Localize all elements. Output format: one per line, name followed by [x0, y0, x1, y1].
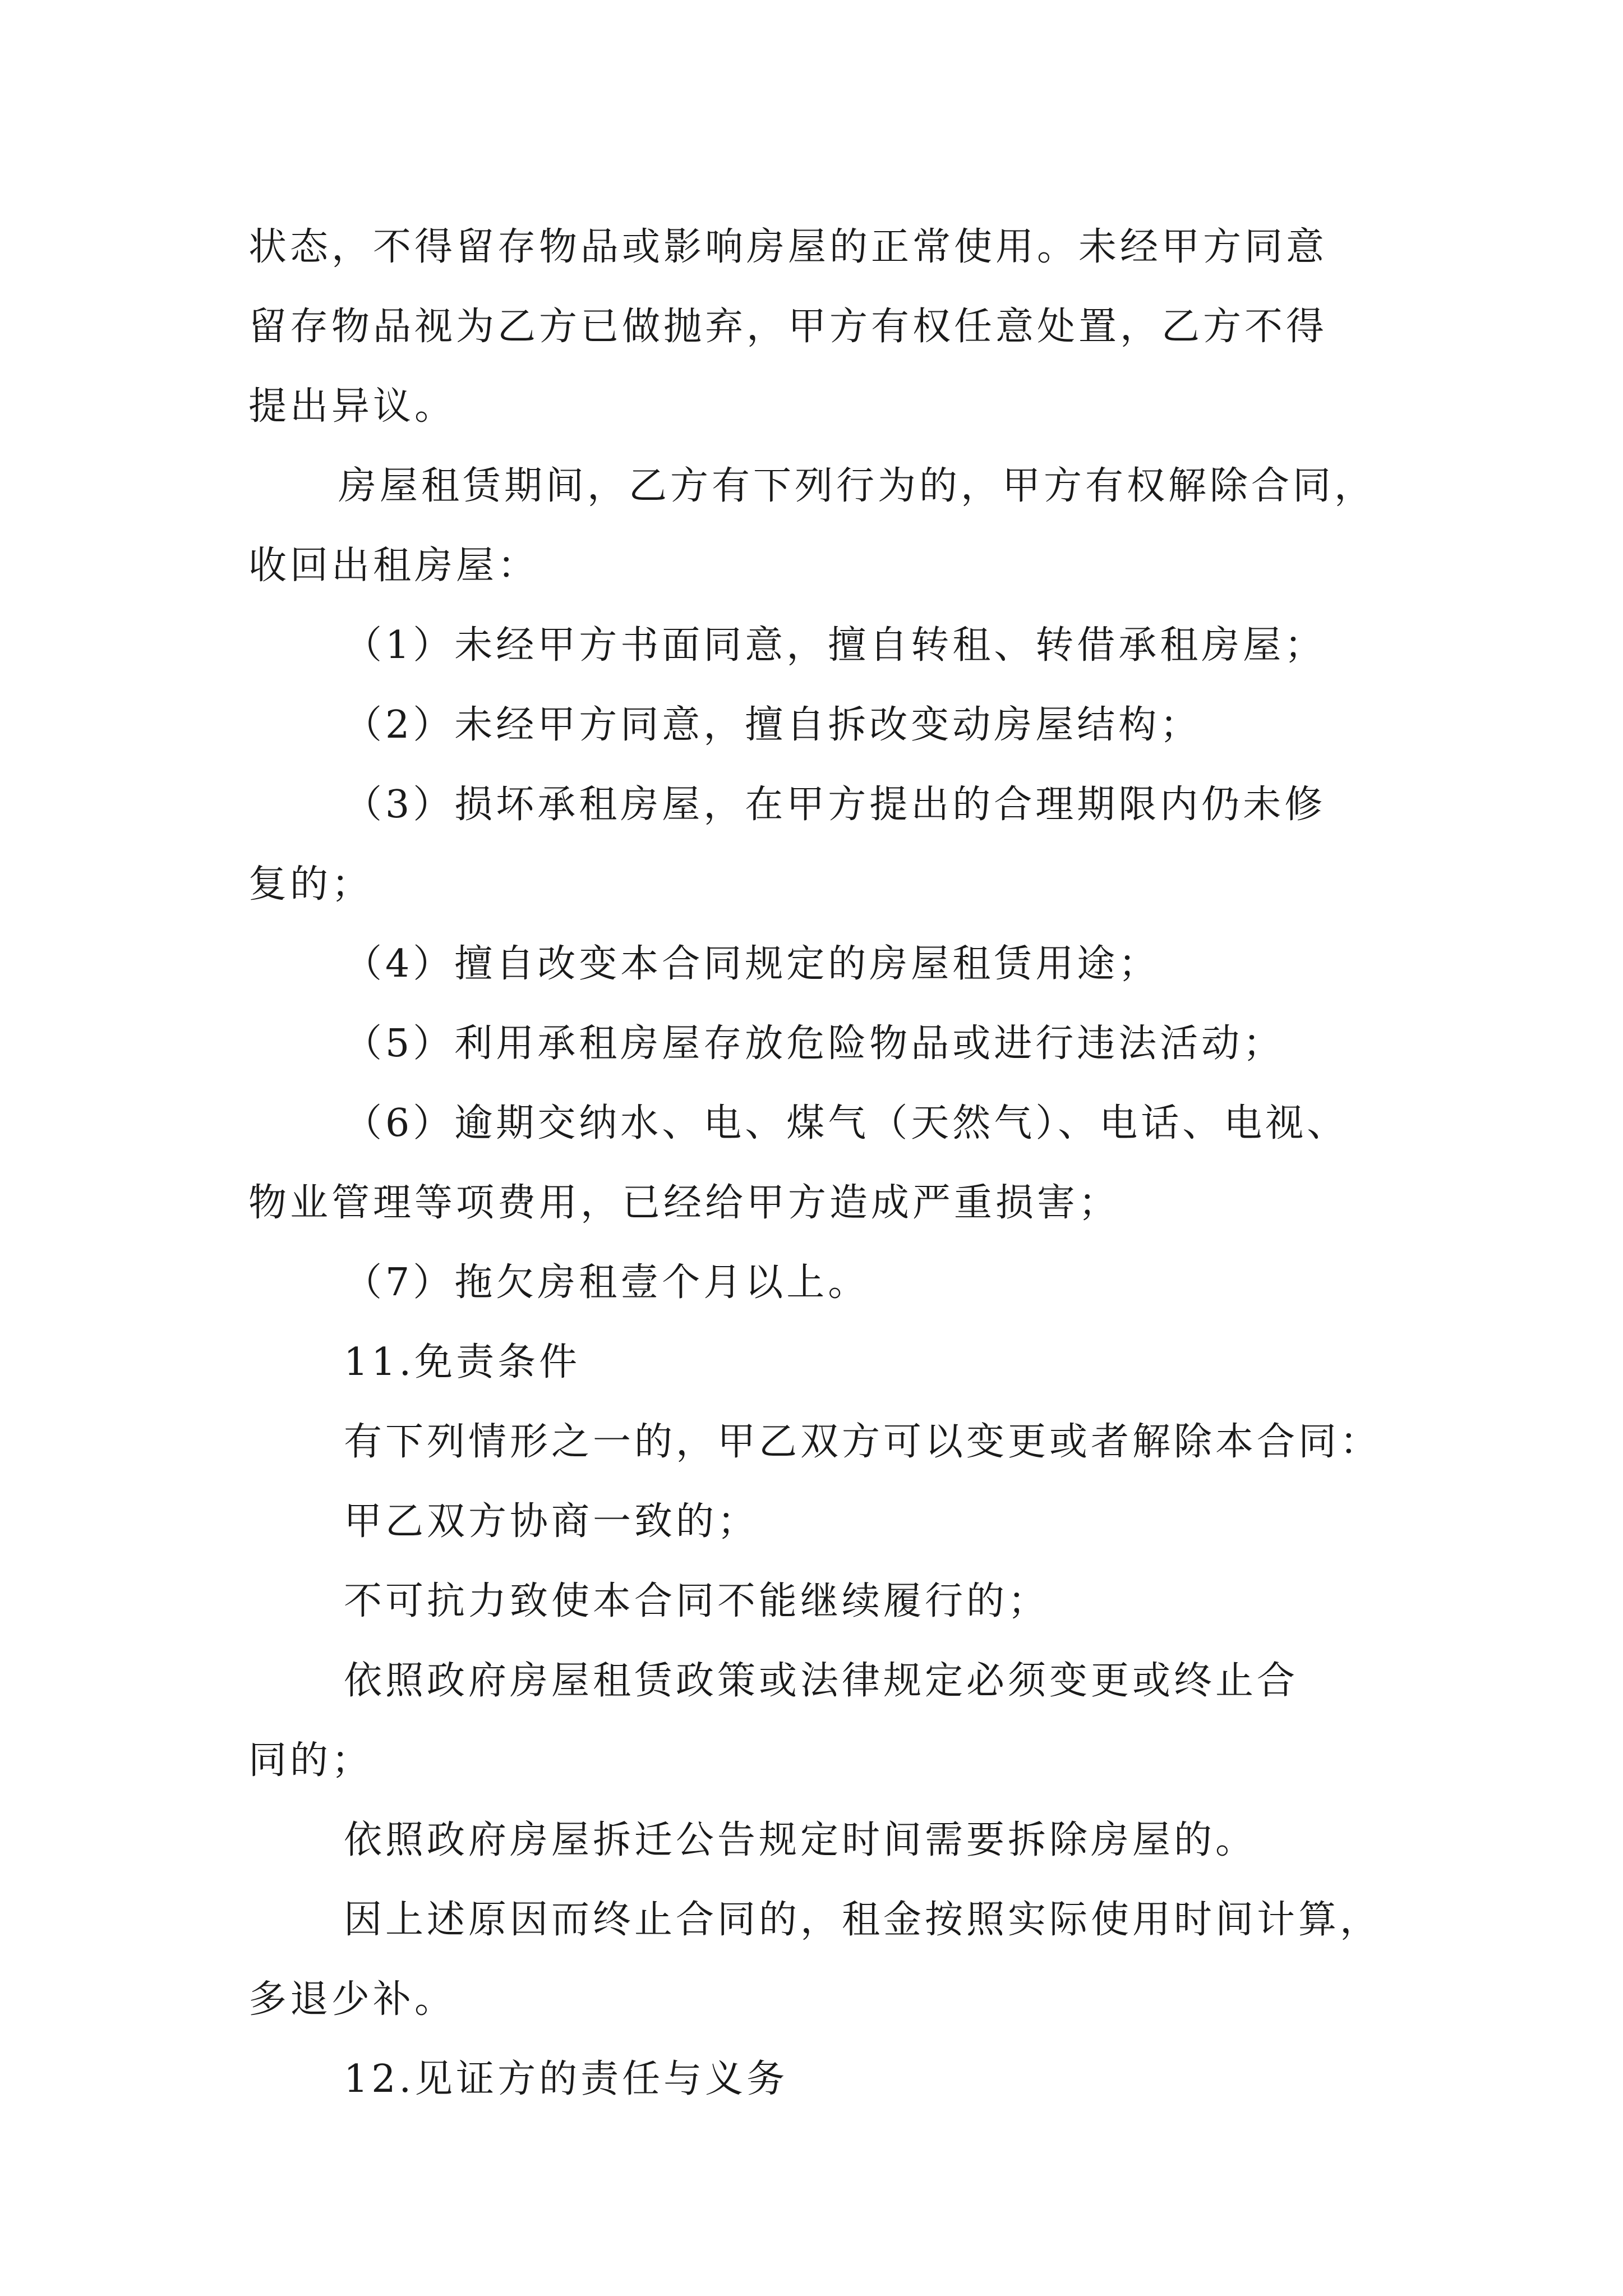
section-heading: 12.见证方的责任与义务 [344, 2057, 789, 2101]
text-line: 有下列情形之一的，甲乙双方可以变更或者解除本合同： [344, 1420, 1382, 1464]
list-item: （5）利用承租房屋存放危险物品或进行违法活动； [344, 1022, 1285, 1066]
list-item: （6）逾期交纳水、电、煤气（天然气）、电话、电视、 [344, 1101, 1349, 1145]
text-line: 房屋租赁期间，乙方有下列行为的，甲方有权解除合同， [338, 464, 1376, 508]
text-line: 不可抗力致使本合同不能继续履行的； [344, 1579, 1050, 1623]
text-line: 物业管理等项费用，已经给甲方造成严重损害； [248, 1181, 1121, 1225]
list-item: （2）未经甲方同意，擅自拆改变动房屋结构； [344, 703, 1202, 747]
text-line: 复的； [248, 862, 374, 907]
list-item: （4）擅自改变本合同规定的房屋租赁用途； [344, 942, 1160, 986]
text-line: 依照政府房屋拆迁公告规定时间需要拆除房屋的。 [344, 1818, 1257, 1862]
list-item: （7）拖欠房租壹个月以上。 [344, 1260, 870, 1305]
text-line: 甲乙双方协商一致的； [344, 1499, 759, 1544]
text-line: 提出异议。 [248, 384, 457, 429]
text-line: 依照政府房屋租赁政策或法律规定必须变更或终止合 [344, 1659, 1299, 1703]
list-item: （3）损坏承租房屋，在甲方提出的合理期限内仍未修 [344, 783, 1326, 827]
text-line: 多退少补。 [248, 1977, 457, 2022]
list-item: （1）未经甲方书面同意，擅自转租、转借承租房屋； [344, 623, 1326, 668]
section-heading: 11.免责条件 [344, 1340, 581, 1384]
text-line: 同的； [248, 1738, 374, 1783]
text-line: 留存物品视为乙方已做抛弃，甲方有权任意处置，乙方不得 [248, 305, 1328, 349]
document-body [248, 208, 1398, 2119]
text-line: 状态，不得留存物品或影响房屋的正常使用。未经甲方同意 [248, 225, 1328, 269]
text-line: 因上述原因而终止合同的，租金按照实际使用时间计算， [344, 1898, 1382, 1942]
text-line: 收回出租房屋： [248, 544, 540, 588]
